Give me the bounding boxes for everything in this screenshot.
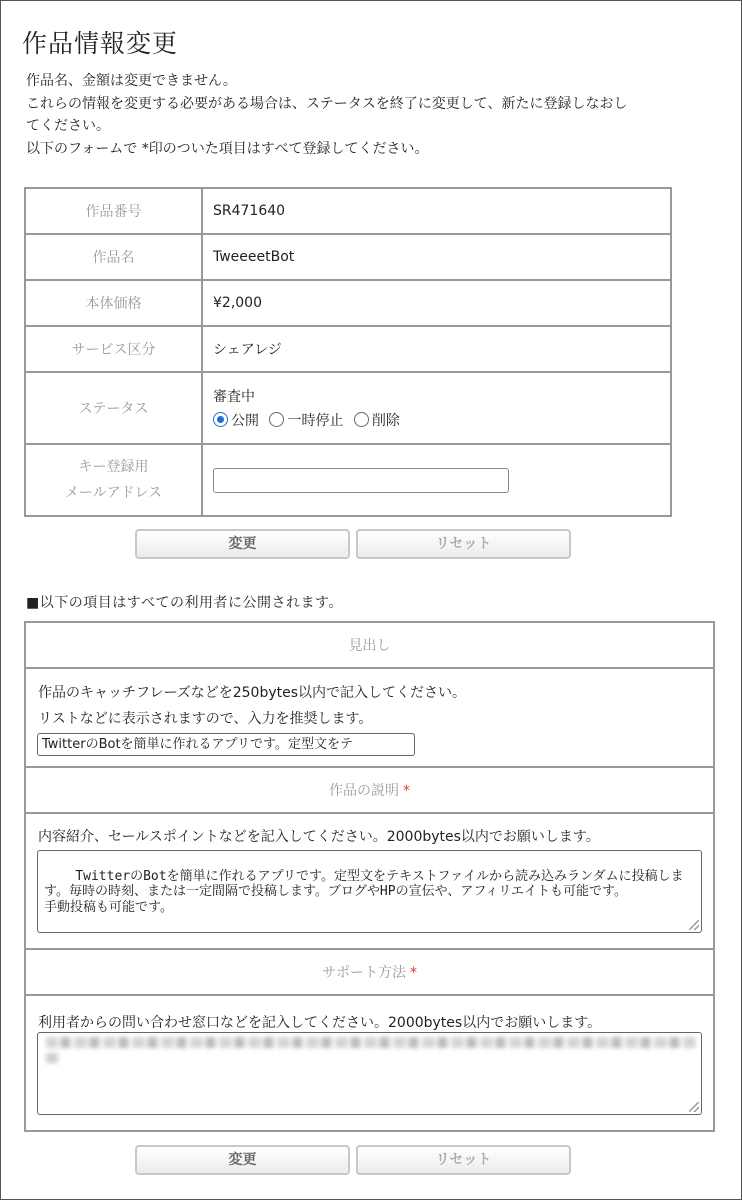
- support-title: サポート方法: [322, 965, 406, 981]
- price-label: 本体価格: [25, 280, 202, 326]
- product-name-value: TweeeetBot: [202, 234, 671, 280]
- page-title: 作品情報変更: [22, 29, 179, 58]
- headline-desc-1: 作品のキャッチフレーズなどを250bytes以内で記入してください。: [38, 685, 467, 701]
- status-label: ステータス: [25, 372, 202, 444]
- row-email: [25, 444, 671, 516]
- support-textarea[interactable]: [37, 1032, 702, 1115]
- change-button-bottom[interactable]: 変更: [135, 1145, 350, 1175]
- headline-header: [26, 623, 713, 669]
- required-mark: *: [410, 965, 417, 981]
- note-1: 作品名、金額は変更できません。: [26, 73, 237, 89]
- headline-input[interactable]: TwitterのBotを簡単に作れるアプリです。定型文をテ: [37, 733, 415, 756]
- status-option-pause-label[interactable]: 一時停止: [287, 413, 344, 429]
- support-desc: 利用者からの問い合わせ窓口などを記入してください。2000bytes以内でお願いします。: [38, 1015, 602, 1031]
- product-info-table: [24, 187, 672, 517]
- status-radio-pause[interactable]: [269, 412, 284, 427]
- row-price: [25, 280, 671, 326]
- redacted-text: [46, 1053, 58, 1063]
- redacted-text: [46, 1037, 696, 1048]
- headline-desc-2: リストなどに表示されますので、入力を推奨します。: [38, 711, 373, 727]
- product-number-value: SR471640: [202, 188, 671, 234]
- status-radio-group: [213, 410, 660, 430]
- service-value: シェアレジ: [202, 326, 671, 372]
- divider: [26, 667, 713, 669]
- email-label-line2: メールアドレス: [64, 485, 163, 501]
- change-button-top[interactable]: 変更: [135, 529, 350, 559]
- status-cell: [202, 372, 671, 444]
- row-service: [25, 326, 671, 372]
- description-textarea[interactable]: [37, 850, 702, 933]
- description-text: TwitterのBotを簡単に作れるアプリです。定型文をテキストファイルから読み込みランダムに投稿します。毎時の時刻、または一定間隔で投稿します。ブログやHPの宣伝や、アフィリエイトも可能です。 手動投稿も可能です。: [44, 868, 684, 915]
- product-name-label: 作品名: [25, 234, 202, 280]
- row-product-number: [25, 188, 671, 234]
- description-header: [26, 768, 713, 814]
- public-section-title: ■以下の項目はすべての利用者に公開されます。: [26, 595, 343, 611]
- key-email-input[interactable]: [213, 468, 509, 493]
- price-value: ¥2,000: [202, 280, 671, 326]
- support-header: [26, 950, 713, 996]
- email-label: [25, 444, 202, 516]
- description-desc: 内容紹介、セールスポイントなどを記入してください。2000bytes以内でお願いします。: [38, 829, 600, 845]
- row-status: [25, 372, 671, 444]
- divider: [26, 812, 713, 814]
- note-3: てください。: [26, 118, 110, 134]
- email-cell: [202, 444, 671, 516]
- product-number-label: 作品番号: [25, 188, 202, 234]
- status-option-public-label[interactable]: 公開: [231, 413, 259, 429]
- status-option-delete-label[interactable]: 削除: [371, 413, 400, 429]
- resize-grip-icon[interactable]: [689, 1102, 699, 1112]
- row-product-name: [25, 234, 671, 280]
- note-4: 以下のフォームで *印のついた項目はすべて登録してください。: [26, 140, 429, 157]
- instructions: [26, 70, 716, 160]
- required-mark: *: [403, 783, 410, 799]
- reset-button-top[interactable]: リセット: [356, 529, 571, 559]
- headline-title: 見出し: [348, 638, 391, 654]
- public-info-panel: [24, 621, 715, 1132]
- note-2: これらの情報を変更する必要がある場合は、ステータスを終了に変更して、新たに登録しなおし: [26, 95, 628, 112]
- status-radio-delete[interactable]: [354, 412, 369, 427]
- description-title: 作品の説明: [329, 783, 399, 799]
- divider: [26, 994, 713, 996]
- service-label: サービス区分: [25, 326, 202, 372]
- email-label-line1: キー登録用: [78, 459, 149, 475]
- status-radio-public[interactable]: [213, 412, 228, 427]
- resize-grip-icon[interactable]: [689, 920, 699, 930]
- reset-button-bottom[interactable]: リセット: [356, 1145, 571, 1175]
- status-current: 審査中: [213, 389, 255, 405]
